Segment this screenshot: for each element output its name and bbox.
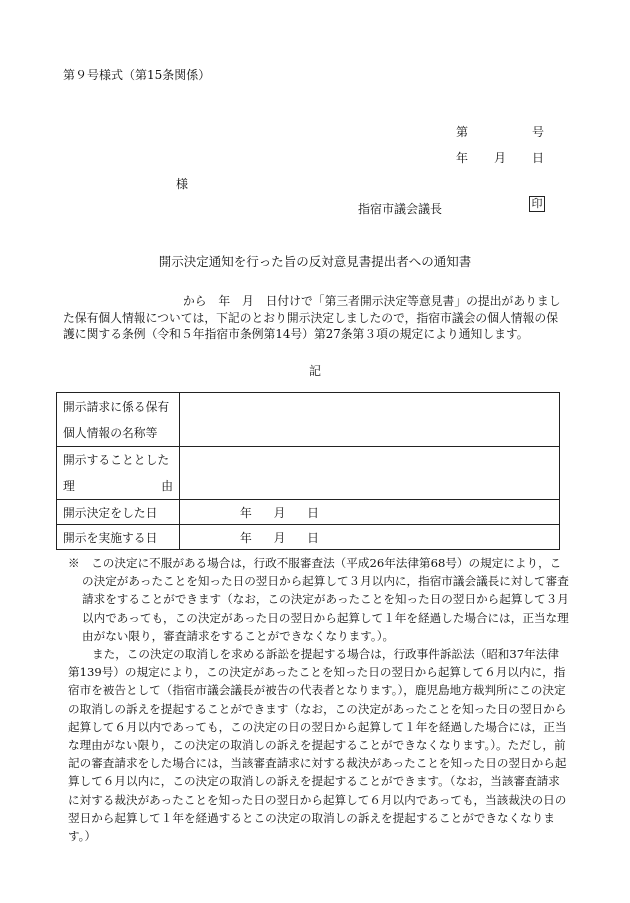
table-row: [57, 393, 560, 447]
row-value-decision-date: [180, 500, 560, 525]
date-day: 日: [532, 151, 545, 165]
date-year: 年: [240, 505, 252, 520]
row-label-decision-date: 開示決定をした日: [57, 500, 180, 525]
row-label-disclosure-date: 開示を実施する日: [57, 525, 180, 550]
table-row: [57, 447, 560, 500]
label-line: [63, 473, 173, 499]
form-number: 第９号様式（第15条関係）: [63, 68, 211, 82]
row-label-info-name: [57, 393, 180, 447]
date-year: 年: [456, 151, 469, 165]
document-number-suffix: 号: [532, 125, 545, 139]
date-month: 月: [494, 151, 507, 165]
body-rest: た保有個人情報については，下記のとおり開示決定しましたので，指宿市議会の個人情報の保護に関する条例（令和５年指宿市条例第14号）第27条第３項の規定により通知します。: [63, 310, 558, 341]
row-value-reason: [180, 447, 560, 500]
body-line-1: から 年 月 日付けで「第三者開示決定等意見書」の提出がありまし: [183, 294, 561, 308]
label-line: 個人情報の名称等: [63, 425, 158, 440]
date-day: 日: [307, 530, 319, 545]
label-line: 開示請求に係る保有: [63, 399, 170, 414]
seal-mark: 印: [529, 196, 545, 212]
body-text: [63, 293, 563, 343]
label-line: 開示することとした: [63, 453, 170, 467]
row-value-disclosure-date: [180, 525, 560, 550]
date-month: 月: [273, 530, 286, 545]
date-month: 月: [273, 505, 286, 520]
notes-section: [68, 554, 570, 845]
row-label-reason: [57, 447, 180, 500]
table-row: [57, 500, 560, 525]
date-day: 日: [307, 505, 319, 520]
row-value-info-name: [180, 393, 560, 447]
document-title: 開示決定通知を行った旨の反対意見書提出者への通知書: [158, 254, 472, 269]
label-char: 理: [63, 479, 75, 493]
info-table: [56, 392, 560, 550]
date-year: 年: [240, 530, 252, 545]
sender-name: 指宿市議会議長: [358, 202, 443, 216]
ki-heading: 記: [308, 364, 321, 378]
table-row: [57, 525, 560, 550]
note-lawsuit: また，この決定の取消しを求める訴訟を提起する場合は，行政事件訴訟法（昭和37年法律第139号）の規定により，この決定があったことを知った日の翌日から起算して６月以内に，指宿市を被告として（指宿市議会議長が被告の代表者となります。），鹿児島地方裁判所にこの決定の取消しの訴えを提起することができます（なお，この決定があったことを知った日の翌日から起算して６月以内であっても，この決定の日の翌日から起算して１年を経過した場合には，正当な理由がない限り，この決定の取消しの訴えを提起することができなくなります。）。ただし，前記の審査請求をした場合には，当該審査請求に対する裁決があったことを知った日の翌日から起算して６月以内に，この決定の取消しの訴えを提起することができます。（なお，当該審査請求に対する裁決があったことを知った日の翌日から起算して６月以内であっても，当該裁決の日の翌日から起算して１年を経過するとこの決定の取消しの訴えを提起することができなくなります。）: [68, 647, 567, 844]
label-char: 由: [161, 479, 173, 493]
note-appeal: ※ この決定に不服がある場合は，行政不服審査法（平成26年法律第68号）の規定により，この決定があったことを知った日の翌日から起算して３月以内に，指宿市議会議長に対して審査請求をすることができます（なお，この決定があったことを知った日の翌日から起算して３月以内であっても，この決定があった日の翌日から起算して１年を経過した場合には，正当な理由がない限り，審査請求をすることができなくなります。）。: [68, 556, 569, 643]
addressee-honorific: 様: [176, 177, 189, 191]
document-number-prefix: 第: [456, 125, 469, 139]
